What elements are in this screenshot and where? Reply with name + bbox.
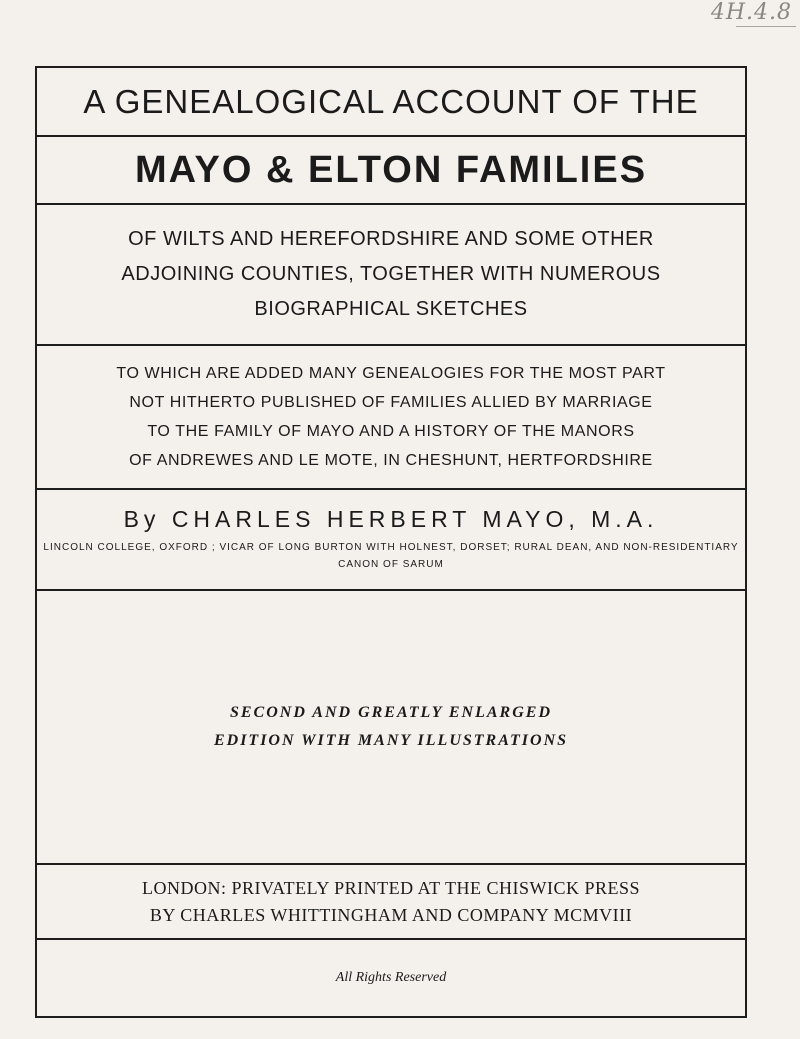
imprint-line: LONDON: PRIVATELY PRINTED AT THE CHISWICK PRESS xyxy=(141,877,641,898)
title-page-frame xyxy=(35,66,747,1018)
author-credentials xyxy=(37,539,745,573)
title-line-1: A GENEALOGICAL ACCOUNT OF THE xyxy=(83,82,699,120)
title-line-2: MAYO & ELTON FAMILIES xyxy=(134,148,648,191)
supplement-line: TO THE FAMILY OF MAYO AND A HISTORY OF THE MANORS xyxy=(147,423,635,440)
imprint-panel xyxy=(37,865,745,938)
edition-statement xyxy=(214,699,568,755)
pencil-underline xyxy=(736,26,796,27)
title-line-1-panel xyxy=(37,68,745,135)
edition-panel xyxy=(37,591,745,863)
credentials-line: DORSET; RURAL DEAN, AND NON-RESIDENTIARY CANON OF SARUM xyxy=(338,542,739,570)
supplement-text xyxy=(116,359,665,475)
edition-line: SECOND AND GREATLY ENLARGED xyxy=(229,704,553,721)
rights-panel xyxy=(37,940,745,1016)
subtitle xyxy=(121,222,660,327)
supplement-line: NOT HITHERTO PUBLISHED OF FAMILIES ALLIED BY MARRIAGE xyxy=(129,394,653,411)
supplement-line: TO WHICH ARE ADDED MANY GENEALOGIES FOR THE MOST PART xyxy=(116,365,666,382)
credentials-line: LINCOLN COLLEGE, OXFORD ; VICAR OF LONG BURTON WITH HOLNEST, xyxy=(43,542,457,553)
imprint-line: BY CHARLES WHITTINGHAM AND COMPANY MCMVIII xyxy=(149,904,633,925)
title-line-2-panel xyxy=(37,137,745,203)
rights-notice: All Rights Reserved xyxy=(335,970,447,985)
subtitle-line: ADJOINING COUNTIES, TOGETHER WITH NUMEROUS xyxy=(121,263,661,285)
author-panel xyxy=(37,490,745,589)
subtitle-line: OF WILTS AND HEREFORDSHIRE AND SOME OTHER xyxy=(128,228,654,250)
author-name: By CHARLES HERBERT MAYO, M.A. xyxy=(123,506,659,532)
subtitle-line: BIOGRAPHICAL SKETCHES xyxy=(254,298,528,320)
supplement-line: OF ANDREWES AND LE MOTE, IN CHESHUNT, HERTFORDSHIRE xyxy=(129,452,653,469)
subtitle-panel xyxy=(37,205,745,344)
imprint xyxy=(142,875,640,929)
edition-line: EDITION WITH MANY ILLUSTRATIONS xyxy=(213,732,569,749)
supplement-panel xyxy=(37,346,745,488)
pencil-shelfmark: 4H.4.8 xyxy=(710,0,792,25)
